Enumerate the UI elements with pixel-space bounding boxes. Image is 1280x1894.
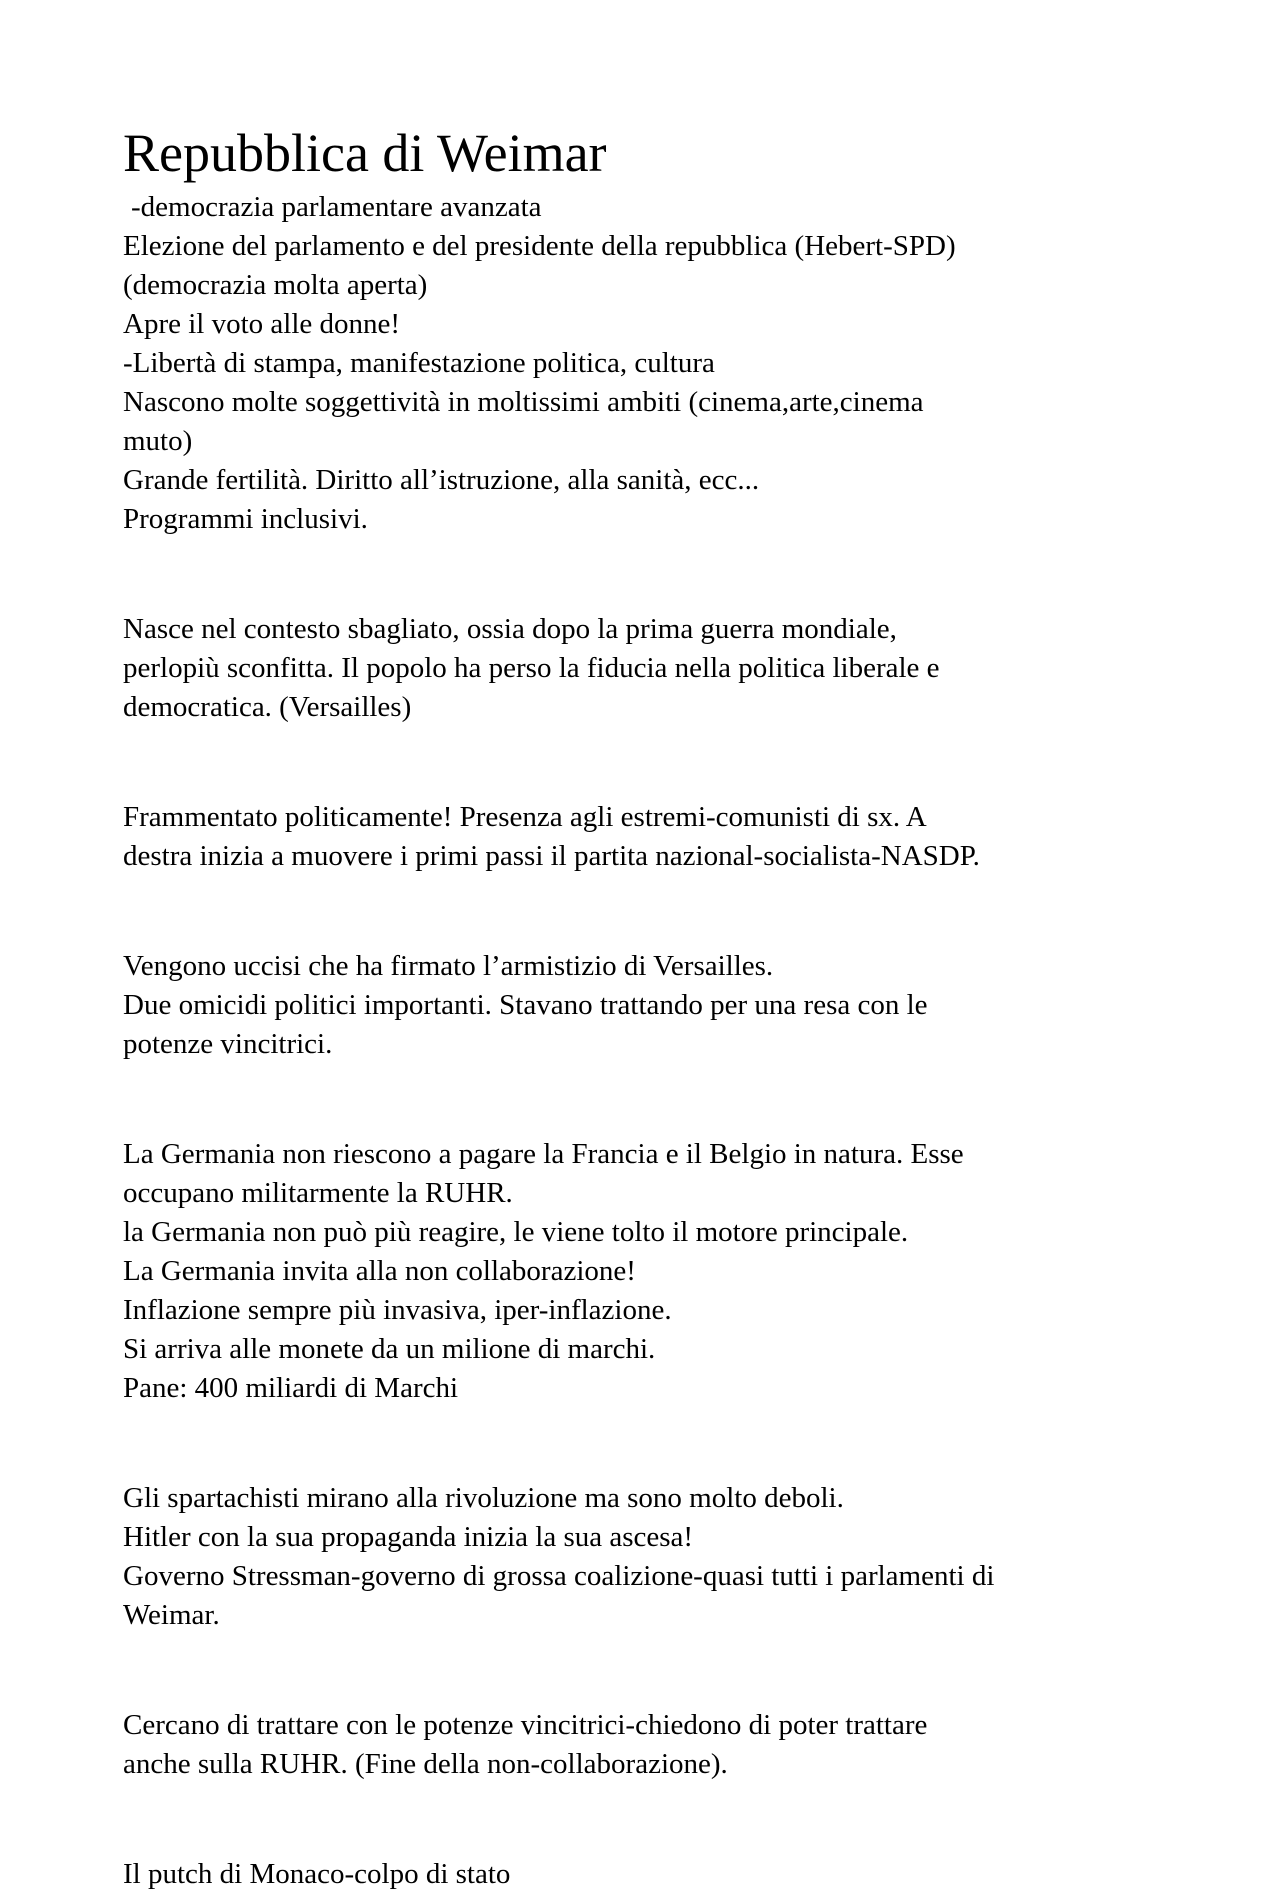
text-line: Nasce nel contesto sbagliato, ossia dopo la prima guerra mondiale,	[123, 613, 897, 645]
text-line: Frammentato politicamente! Presenza agli estremi-comunisti di sx. A	[123, 801, 927, 833]
text-line: Programmi inclusivi.	[123, 503, 368, 535]
text-line: Grande fertilità. Diritto all’istruzione, alla sanità, ecc...	[123, 464, 760, 496]
text-line: Gli spartachisti mirano alla rivoluzione ma sono molto deboli.	[123, 1482, 844, 1514]
text-line: Hitler con la sua propaganda inizia la sua ascesa!	[123, 1521, 694, 1553]
document-page	[123, 118, 1203, 1894]
text-line: Vengono uccisi che ha firmato l’armistizio di Versailles.	[123, 950, 774, 982]
paragraph-gap	[123, 743, 1203, 782]
text-line: La Germania non riescono a pagare la Francia e il Belgio in natura. Esse	[123, 1138, 964, 1170]
text-line: destra inizia a muovere i primi passi il partita nazional-socialista-NASDP.	[123, 840, 980, 872]
text-line: occupano militarmente la RUHR.	[123, 1177, 513, 1209]
text-line: anche sulla RUHR. (Fine della non-collaborazione).	[123, 1748, 728, 1780]
text-line: potenze vincitrici.	[123, 1028, 333, 1060]
paragraph-gap	[123, 1800, 1203, 1839]
text-line: (democrazia molta aperta)	[123, 269, 428, 301]
text-line: Inflazione sempre più invasiva, iper-inflazione.	[123, 1294, 672, 1326]
text-line: -Libertà di stampa, manifestazione politica, cultura	[123, 347, 715, 379]
text-line: Si arriva alle monete da un milione di marchi.	[123, 1333, 656, 1365]
text-line: Weimar.	[123, 1599, 220, 1631]
text-line: la Germania non può più reagire, le viene tolto il motore principale.	[123, 1216, 909, 1248]
text-line: democratica. (Versailles)	[123, 691, 412, 723]
paragraph-gap	[123, 1080, 1203, 1119]
text-line: Governo Stressman-governo di grossa coalizione-quasi tutti i parlamenti di	[123, 1560, 995, 1592]
text-line: Apre il voto alle donne!	[123, 308, 401, 340]
text-line: Due omicidi politici importanti. Stavano trattando per una resa con le	[123, 989, 928, 1021]
text-line: Cercano di trattare con le potenze vincitrici-chiedono di poter trattare	[123, 1709, 928, 1741]
text-line: Elezione del parlamento e del presidente della repubblica (Hebert-SPD)	[123, 230, 956, 262]
text-line: La Germania invita alla non collaborazione!	[123, 1255, 636, 1287]
text-line: Nascono molte soggettività in moltissimi ambiti (cinema,arte,cinema	[123, 386, 924, 418]
text-line: Pane: 400 miliardi di Marchi	[123, 1372, 459, 1404]
document-body	[123, 188, 1203, 1894]
text-line: perlopiù sconfitta. Il popolo ha perso la fiducia nella politica liberale e	[123, 652, 940, 684]
text-line: muto)	[123, 425, 193, 457]
text-line: Il putch di Monaco-colpo di stato	[123, 1858, 511, 1890]
paragraph-gap	[123, 1651, 1203, 1690]
document-title: Repubblica di Weimar	[123, 123, 607, 183]
paragraph-gap	[123, 555, 1203, 594]
paragraph-gap	[123, 1424, 1203, 1463]
paragraph-gap	[123, 892, 1203, 931]
text-line: -democrazia parlamentare avanzata	[131, 191, 542, 223]
